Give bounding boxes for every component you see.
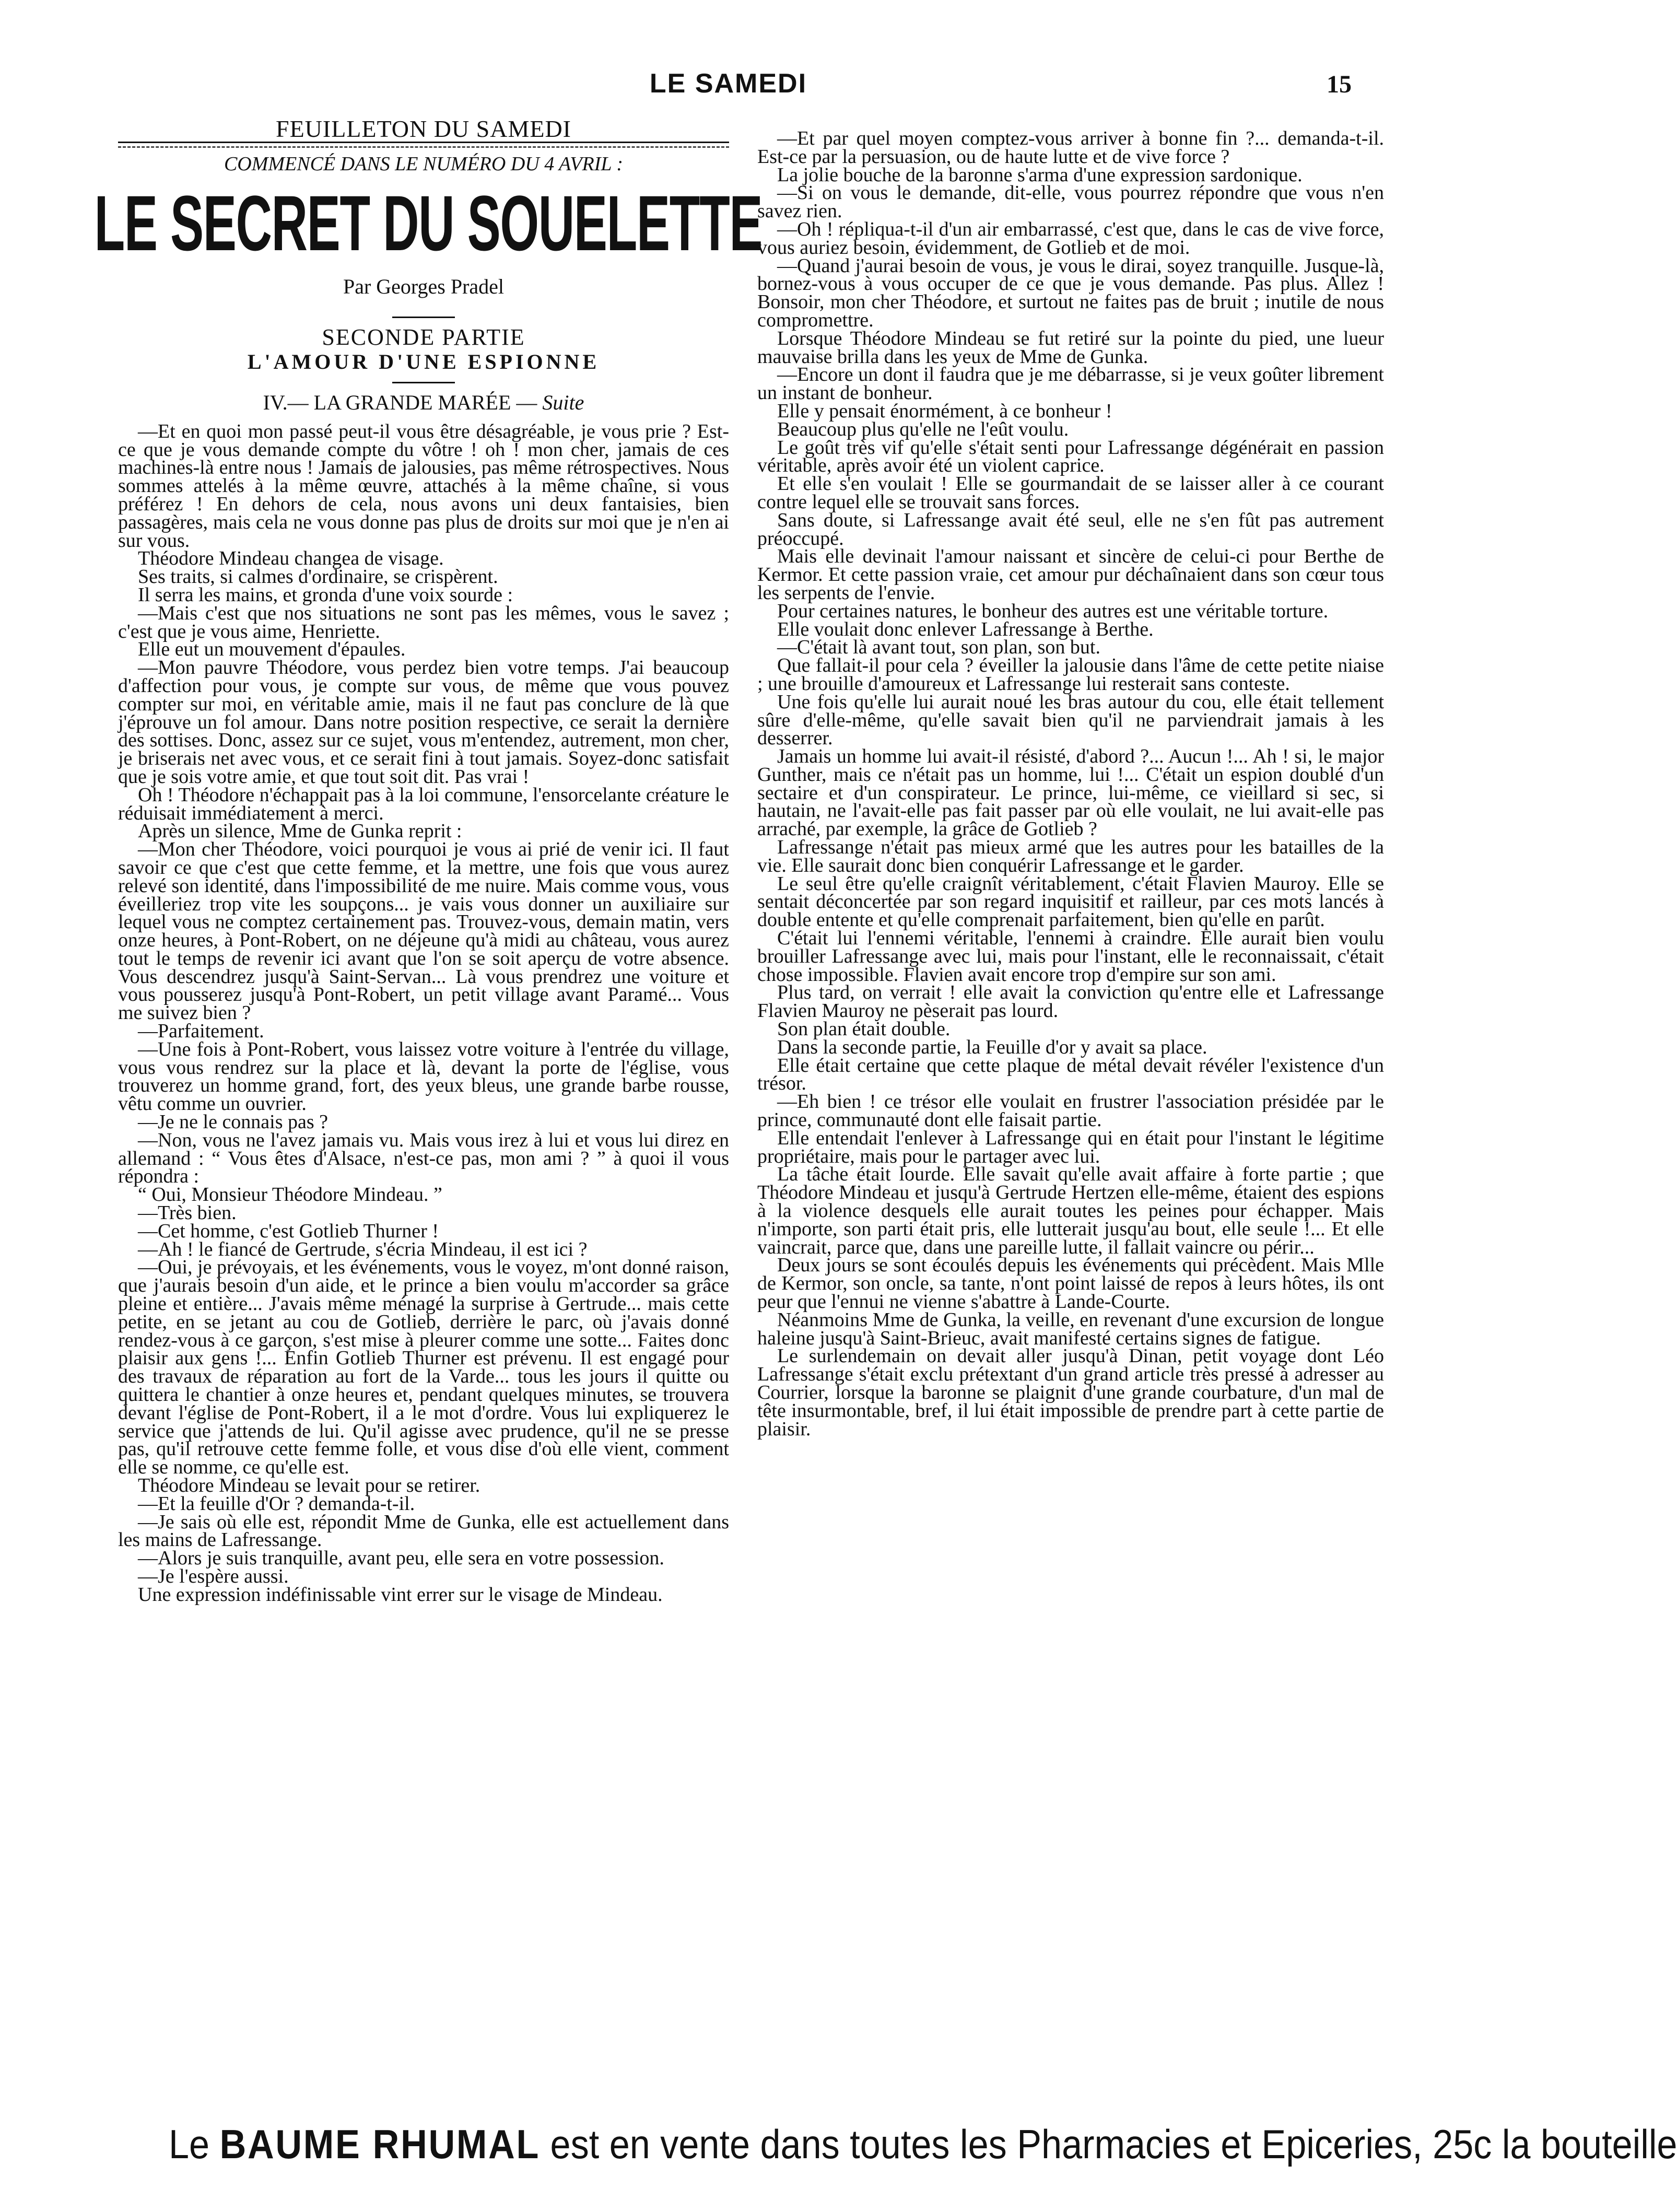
paragraph: Beaucoup plus qu'elle ne l'eût voulu.	[777, 418, 1069, 440]
serial-title: LE SECRET DU SOUELETTE	[94, 179, 763, 267]
paragraph: Après un silence, Mme de Gunka reprit :	[138, 820, 462, 842]
paragraph: Elle eut un mouvement d'épaules.	[138, 638, 406, 661]
paragraph: —Parfaitement.	[138, 1020, 264, 1043]
paragraph: —Cet homme, c'est Gotlieb Thurner !	[138, 1220, 439, 1242]
paragraph: Deux jours se sont écoulés depuis les événements qui précèdent. Mais Mlle de Kermor, son oncle, sa tante, n'ont point laissé de repos à leurs hôtes, ils ont peur que l'ennui ne vienne s'abattre à Lande-Courte.	[757, 1254, 1384, 1313]
paragraph: Et elle s'en voulait ! Elle se gourmandait de se laisser aller à ce courant contre lequel elle se trouvait sans forces.	[757, 473, 1384, 513]
byline: Par Georges Pradel	[343, 274, 505, 298]
paragraph: —Alors je suis tranquille, avant peu, elle sera en votre possession.	[138, 1547, 664, 1570]
paragraph: Le seul être qu'elle craignît véritablement, c'était Flavien Mauroy. Elle se sentait déconcertée par son regard inquisitif et railleur, par ces mots lancés à double entente et qu'elle comprenait parfaitement, bien qu'elle en parût.	[757, 872, 1384, 931]
paragraph: —Oui, je prévoyais, et les événements, vous le voyez, m'ont donné raison, que j'aurais besoin d'un aide, et le prince a bien voulu m'accorder sa grâce pleine et entière... J'avais même ménagé la surprise à Gertrude... mais cette petite, en se jetant au cou de Gotlieb, derrière le parc, où j'avais donné rendez-vous à ce garçon, s'est mise à pleurer comme une sotte... Faites donc plaisir aux gens !... Enfin Gotlieb Thurner est prévenu. Il est engagé pour des travaux de réparation au fort de la Varde... tous les jours il quitte ou quittera le chantier à onze heures et, pendant quelques minutes, se trouvera devant l'église de Pont-Robert, il a le mot d'ordre. Vous lui expliquerez le service que j'attends de lui. Qu'il agisse avec prudence, qu'il ne se presse pas, qu'il retrouve cette femme folle, et vous dise d'où elle vient, comment elle se nomme, ce qu'elle est.	[118, 1256, 729, 1479]
paragraph: La jolie bouche de la baronne s'arma d'une expression sardonique.	[777, 163, 1303, 186]
ad-prefix: Le	[169, 2121, 210, 2167]
paragraph: Que fallait-il pour cela ? éveiller la jalousie dans l'âme de cette petite niaise ; une brouille d'amoureux et Lafressange lui resterait sans conteste.	[757, 654, 1384, 695]
paragraph: Théodore Mindeau se levait pour se retirer.	[138, 1474, 480, 1496]
paragraph: C'était lui l'ennemi véritable, l'ennemi à craindre. Elle aurait bien voulu brouiller Lafressange avec lui, mais pour l'instant, elle le reconnaissait, c'était chose impossible. Flavien avait encore trop d'empire sur son ami.	[757, 927, 1384, 986]
paragraph: Plus tard, on verrait ! elle avait la conviction qu'entre elle et Lafressange Flavien Mauroy ne pèserait pas lourd.	[757, 981, 1384, 1022]
paragraph: Lorsque Théodore Mindeau se fut retiré sur la pointe du pied, une lueur mauvaise brilla dans les yeux de Mme de Gunka.	[757, 327, 1384, 368]
paragraph: —Très bien.	[138, 1202, 237, 1224]
paragraph: —Je sais où elle est, répondit Mme de Gunka, elle est actuellement dans les mains de Lafressange.	[118, 1511, 729, 1551]
paragraph: Oh ! Théodore n'échappait pas à la loi commune, l'ensorcelante créature le réduisait immédiatement à merci.	[118, 783, 729, 824]
paragraph: “ Oui, Monsieur Théodore Mindeau. ”	[138, 1184, 442, 1206]
paragraph: Elle était certaine que cette plaque de métal devait révéler l'existence d'un trésor.	[757, 1054, 1384, 1095]
ad-brand: BAUME RHUMAL	[219, 2121, 541, 2167]
left-column	[94, 115, 763, 2089]
ad-text: est en vente dans toutes les Pharmacies et Epiceries, 25c la bouteille	[550, 2121, 1677, 2167]
paragraph: Le goût très vif qu'elle s'était senti pour Lafressange dégénérait en passion véritable, après avoir été un violent caprice.	[757, 436, 1384, 477]
paragraph: —Et par quel moyen comptez-vous arriver à bonne fin ?... demanda-t-il. Est-ce par la persuasion, ou de haute lutte et de vive force ?	[757, 127, 1384, 168]
paragraph: —Et en quoi mon passé peut-il vous être désagréable, je vous prie ? Est-ce que je vous demande compte du vôtre ! oh ! mon cher, jamais de ces machines-là entre nous ! Jamais de jalousies, pas même rétrospectives. Nous sommes attelés à la même œuvre, attachés à la même chaîne, si vous préférez ! En dehors de cela, nous avons uni deux fantaisies, bien passagères, mais cela ne vous donne pas plus de droits sur moi que je n'en ai sur vous.	[118, 420, 729, 552]
paragraph: Elle entendait l'enlever à Lafressange qui en était pour l'instant le légitime propriétaire, mais pour le partager avec lui.	[757, 1127, 1384, 1167]
paragraph: Sans doute, si Lafressange avait été seul, elle ne s'en fût pas autrement préoccupé.	[757, 509, 1384, 549]
commence-note: COMMENCÉ DANS LE NUMÉRO DU 4 AVRIL :	[224, 153, 624, 175]
part-title: SECONDE PARTIE	[322, 324, 525, 350]
paragraph: —Je l'espère aussi.	[138, 1565, 289, 1587]
paragraph: —C'était là avant tout, son plan, son but.	[777, 636, 1100, 659]
chapter-heading	[118, 390, 729, 414]
paragraph: Son plan était double.	[777, 1018, 951, 1040]
paragraph: La tâche était lourde. Elle savait qu'elle avait affaire à forte partie ; que Théodore Mindeau et jusqu'à Gertrude Hertzen elle-même, étaient des espions à la violence desquels elle aurait toutes les peines pour échapper. Mais n'importe, son parti était pris, elle lutterait jusqu'au bout, elle seule !... Et elle vaincrait, parce que, dans une pareille lutte, il fallait vaincre ou périr...	[757, 1163, 1384, 1258]
paragraph: Il serra les mains, et gronda d'une voix sourde :	[138, 583, 513, 606]
right-text-body	[757, 127, 1384, 1440]
paragraph: —Je ne le connais pas ?	[138, 1111, 329, 1133]
header-dotted-rule	[118, 146, 729, 148]
paragraph: —Mon pauvre Théodore, vous perdez bien votre temps. J'ai beaucoup d'affection pour vous, je compte sur vous, de même que vous pouvez compter sur moi, en véritable amie, mais il ne faut pas conclure de là que j'éprouve un fol amour. Dans notre position respective, ce serait la dernière des sottises. Donc, assez sur ce sujet, vous m'entendez, autrement, mon cher, je briserais net avec vous, et ce serait fini à tout jamais. Soyez-donc satisfait que je sois votre amie, et que tout soit dit. Pas vrai !	[118, 657, 729, 788]
paragraph: —Et la feuille d'Or ? demanda-t-il.	[138, 1492, 415, 1515]
paragraph: Une fois qu'elle lui aurait noué les bras autour du cou, elle était tellement sûre d'elle-même, qu'elle savait bien qu'il ne parviendrait jamais à les desserrer.	[757, 690, 1384, 750]
paragraph: Elle y pensait énormément, à ce bonheur !	[777, 400, 1112, 422]
feuilleton-label: FEUILLETON DU SAMEDI	[275, 115, 571, 142]
left-text-body	[118, 420, 729, 1606]
paragraph: Une expression indéfinissable vint errer sur le visage de Mindeau.	[138, 1583, 663, 1606]
paragraph: Le surlendemain on devait aller jusqu'à Dinan, petit voyage dont Léo Lafressange s'était exclu prétextant d'un grand article très pressé à adresser au Courrier, lorsque la baronne se plaignit d'une grande courbature, d'un mal de tête insurmontable, bref, il lui était impossible de prendre part à cette partie de plaisir.	[757, 1345, 1384, 1440]
paragraph: Mais elle devinait l'amour naissant et sincère de celui-ci pour Berthe de Kermor. Et cette passion vraie, cet amour pur déchaînaient dans son cœur tous les serpents de l'envie.	[757, 545, 1384, 604]
page-header-title: LE SAMEDI	[649, 68, 807, 99]
paragraph: —Eh bien ! ce trésor elle voulait en frustrer l'association présidée par le prince, communauté dont elle faisait partie.	[757, 1091, 1384, 1131]
chapter-suite: Suite	[542, 390, 584, 414]
paragraph: Jamais un homme lui avait-il résisté, d'abord ?... Aucun !... Ah ! si, le major Gunther, mais ce n'était pas un homme, lui !... C'était un espion doublé d'un sectaire et d'un conspirateur. Le prince, lui-même, ce vieillard si sec, si hautain, ne l'avait-elle pas fait passer par où elle voulait, ne lui avait-elle pas arraché, par exemple, la grâce de Gotlieb ?	[757, 745, 1384, 840]
paragraph: —Mais c'est que nos situations ne sont pas les mêmes, vous le savez ; c'est que je vous aime, Henriette.	[118, 602, 729, 642]
paragraph: —Une fois à Pont-Robert, vous laissez votre voiture à l'entrée du village, vous vous rendrez sur la place et là, devant la porte de l'église, vous trouverez un homme grand, fort, des yeux bleus, une grande barbe rousse, vêtu comme un ouvrier.	[118, 1038, 729, 1115]
part-subtitle: L'AMOUR D'UNE ESPIONNE	[247, 350, 600, 374]
paragraph: Ses traits, si calmes d'ordinaire, se crispèrent.	[138, 566, 498, 588]
paragraph: Lafressange n'était pas mieux armé que les autres pour les batailles de la vie. Elle saurait donc bien conquérir Lafressange et le garder.	[757, 836, 1384, 876]
paragraph: Pour certaines natures, le bonheur des autres est une véritable torture.	[777, 600, 1329, 622]
footer-advertisement	[169, 2121, 1677, 2168]
right-column	[757, 127, 1384, 2099]
paragraph: —Oh ! répliqua-t-il d'un air embarrassé, c'est que, dans le cas de vive force, vous auriez besoin, évidemment, de Gotlieb et de moi.	[757, 218, 1384, 259]
page-number: 15	[1327, 71, 1352, 98]
paragraph: —Si on vous le demande, dit-elle, vous pourrez répondre que vous n'en savez rien.	[757, 182, 1384, 223]
paragraph: —Mon cher Théodore, voici pourquoi je vous ai prié de venir ici. Il faut savoir ce que c'est que cette femme, et la mettre, une fois que vous aurez relevé son identité, dans l'impossibilité de me nuire. Mais comme vous, vous éveilleriez trop vite les soupçons... je vais vous donner un auxiliaire sur lequel vous ne comptez certainement pas. Trouvez-vous, demain matin, vers onze heures, à Pont-Robert, on ne déjeune qu'à midi au château, vous aurez tout le temps de revenir ici avant que l'on se soit aperçu de votre absence. Vous descendrez jusqu'à Saint-Servan... Là vous prendrez une voiture et vous pousserez jusqu'à Pont-Robert, un petit village avant Paramé... Vous me suivez bien ?	[118, 838, 729, 1024]
paragraph: Néanmoins Mme de Gunka, la veille, en revenant d'une excursion de longue haleine jusqu'à Saint-Brieuc, avait manifesté certains signes de fatigue.	[757, 1308, 1384, 1349]
divider	[392, 382, 455, 383]
paragraph: —Encore un dont il faudra que je me débarrasse, si je veux goûter librement un instant de bonheur.	[757, 364, 1384, 404]
divider	[392, 317, 455, 318]
chapter-title: IV.— LA GRANDE MARÉE —	[263, 390, 537, 414]
paragraph: —Quand j'aurai besoin de vous, je vous le dirai, soyez tranquille. Jusque-là, bornez-vous à vous occuper de ce que je vous demande. Pas plus. Allez ! Bonsoir, mon cher Théodore, et surtout ne faites pas de bruit ; inutile de nous compromettre.	[757, 254, 1384, 331]
paragraph: —Ah ! le fiancé de Gertrude, s'écria Mindeau, il est ici ?	[138, 1238, 588, 1260]
paragraph: Théodore Mindeau changea de visage.	[138, 547, 444, 570]
paragraph: Elle voulait donc enlever Lafressange à Berthe.	[777, 618, 1154, 640]
paragraph: Dans la seconde partie, la Feuille d'or y avait sa place.	[777, 1036, 1207, 1058]
paragraph: —Non, vous ne l'avez jamais vu. Mais vous irez à lui et vous lui direz en allemand : “ Vous êtes d'Alsace, n'est-ce pas, mon ami ? ” à quoi il vous répondra :	[118, 1129, 729, 1188]
